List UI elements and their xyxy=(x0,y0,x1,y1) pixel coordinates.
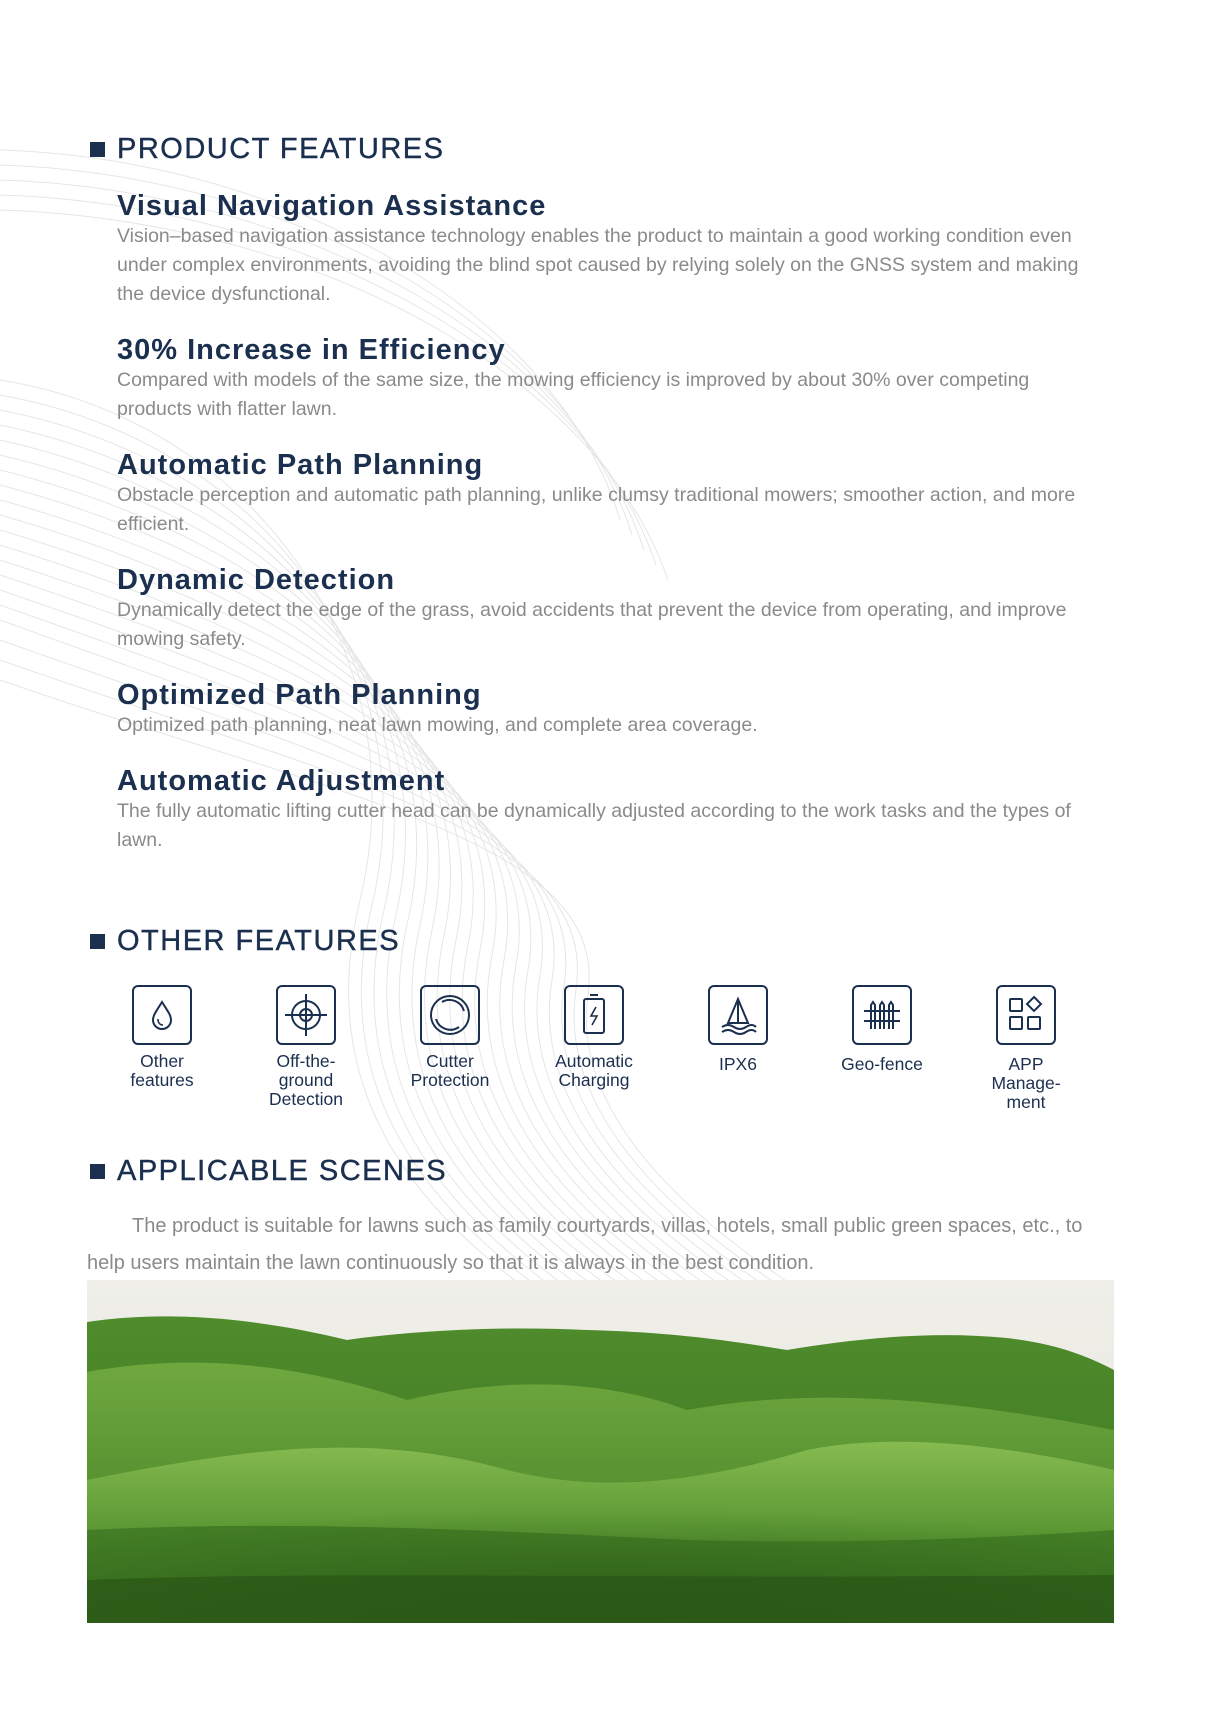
heading-square-bullet xyxy=(90,934,105,949)
battery-charge-icon xyxy=(564,985,624,1045)
feature-item xyxy=(117,564,1097,654)
feature-icon-item xyxy=(390,985,510,1090)
icon-label: Off-the- ground Detection xyxy=(269,1051,343,1109)
feature-icon-item xyxy=(966,985,1086,1112)
icon-label: Automatic Charging xyxy=(555,1051,633,1090)
section-title: PRODUCT FEATURES xyxy=(117,133,445,165)
feature-icon-item xyxy=(678,985,798,1074)
icon-label: APP Manage- ment xyxy=(991,1054,1061,1112)
feature-item xyxy=(117,765,1097,855)
feature-icon-item xyxy=(534,985,654,1090)
feature-description: Vision–based navigation assistance technology enables the product to maintain a good working condition even under complex environments, avoiding the blind spot caused by relying solely on the GNSS system and making the device dysfunctional. xyxy=(117,225,1079,305)
icon-label: IPX6 xyxy=(719,1054,757,1074)
section-heading-product-features xyxy=(90,133,444,166)
feature-item xyxy=(117,449,1097,539)
feature-icon-item xyxy=(102,985,222,1090)
app-grid-icon xyxy=(996,985,1056,1045)
feature-description: Compared with models of the same size, the mowing efficiency is improved by about 30% over competing products with flatter lawn. xyxy=(117,369,1030,420)
feature-title: Optimized Path Planning xyxy=(117,679,482,711)
waterproof-icon xyxy=(708,985,768,1045)
section-heading-applicable-scenes xyxy=(90,1155,447,1188)
feature-title: 30% Increase in Efficiency xyxy=(117,334,506,366)
heading-square-bullet xyxy=(90,142,105,157)
fence-icon xyxy=(852,985,912,1045)
section-title: OTHER FEATURES xyxy=(117,925,401,957)
crosshair-icon xyxy=(276,985,336,1045)
feature-title: Automatic Adjustment xyxy=(117,765,446,797)
feature-icon-item xyxy=(246,985,366,1109)
feature-title: Dynamic Detection xyxy=(117,564,396,596)
feature-description: The fully automatic lifting cutter head can be dynamically adjusted according to the work tasks and the types of lawn. xyxy=(117,800,1071,851)
feature-title: Automatic Path Planning xyxy=(117,449,484,481)
feature-description: Dynamically detect the edge of the grass, avoid accidents that prevent the device from operating, and improve mowing safety. xyxy=(117,599,1067,650)
heading-square-bullet xyxy=(90,1164,105,1179)
feature-description: Optimized path planning, neat lawn mowing, and complete area coverage. xyxy=(117,714,758,736)
feature-item xyxy=(117,190,1097,309)
section-heading-other-features xyxy=(90,925,400,958)
feature-icon-item xyxy=(822,985,942,1074)
water-drop-icon xyxy=(132,985,192,1045)
feature-item xyxy=(117,679,1097,740)
feature-item xyxy=(117,334,1097,424)
circle-blade-icon xyxy=(420,985,480,1045)
scenes-description: The product is suitable for lawns such as family courtyards, villas, hotels, small public green spaces, etc., to help users maintain the lawn continuously so that it is always in the best condition. xyxy=(87,1215,1083,1274)
icon-label: Geo-fence xyxy=(841,1054,923,1074)
icon-label: Cutter Protection xyxy=(410,1051,490,1090)
other-features-icon-row xyxy=(117,985,1077,1125)
section-title: APPLICABLE SCENES xyxy=(117,1155,448,1187)
feature-title: Visual Navigation Assistance xyxy=(117,190,547,222)
feature-description: Obstacle perception and automatic path planning, unlike clumsy traditional mowers; smoother action, and more efficient. xyxy=(117,484,1076,535)
green-hills-image xyxy=(87,1280,1114,1623)
icon-label: Other features xyxy=(130,1051,194,1090)
